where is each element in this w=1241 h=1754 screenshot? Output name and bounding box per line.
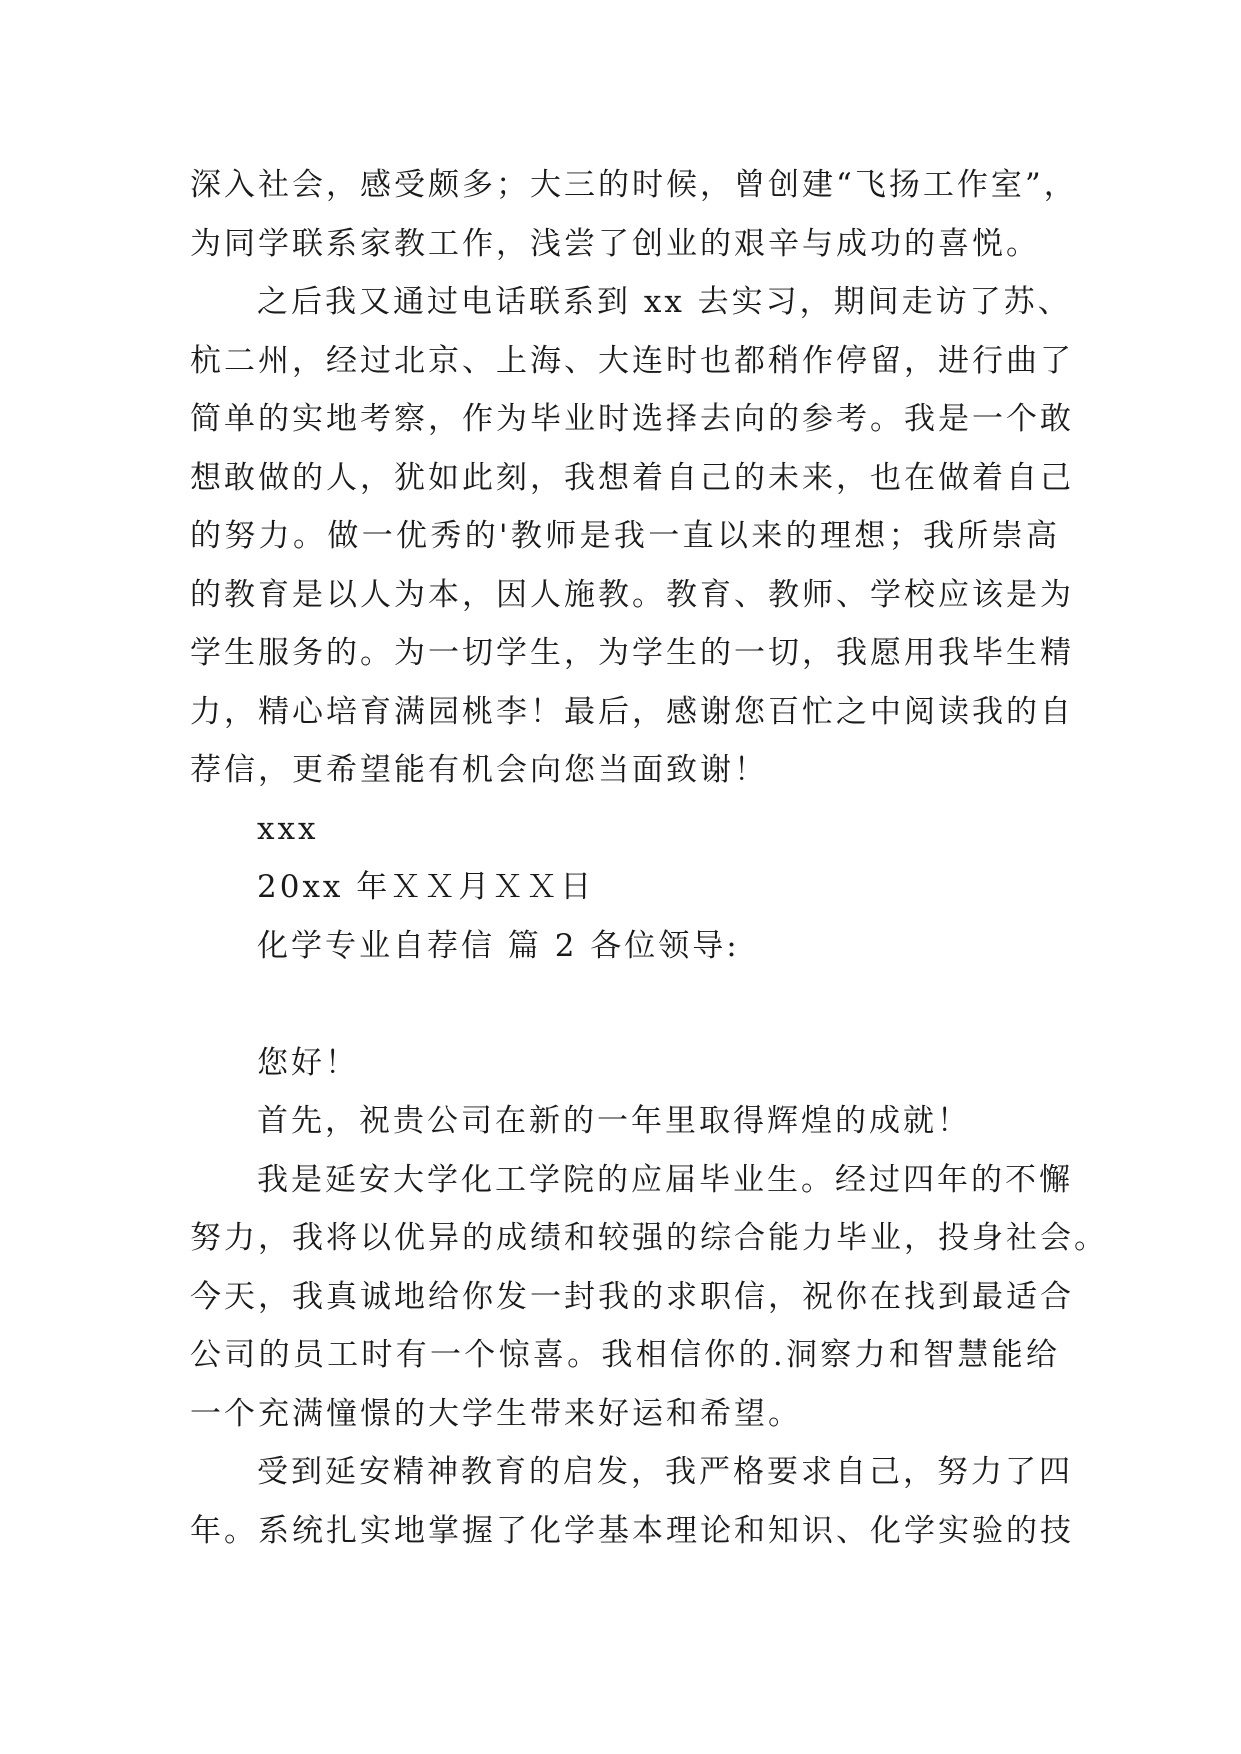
text-line: 力，精心培育满园桃李！最后，感谢您百忙之中阅读我的自 (190, 693, 1074, 730)
text-line: 年。系统扎实地掌握了化学基本理论和知识、化学实验的技 (190, 1512, 1074, 1549)
text-line: 一个充满憧憬的大学生带来好运和希望。 (190, 1395, 802, 1432)
paragraph-1 (190, 156, 1078, 273)
greeting: 您好！ (257, 1044, 359, 1081)
paragraph-2 (190, 273, 1074, 800)
date: 20xx 年ＸＸ月ＸＸ日 (257, 869, 595, 905)
text-line: 的教育是以人为本，因人施教。教育、教师、学校应该是为 (190, 576, 1074, 613)
paragraph-4 (190, 1443, 1074, 1560)
text-line: 我是延安大学化工学院的应届毕业生。经过四年的不懈 (257, 1161, 1073, 1198)
text-line: 为同学联系家教工作，浅尝了创业的艰辛与成功的喜悦。 (190, 225, 1040, 262)
text-line: 学生服务的。为一切学生，为学生的一切，我愿用我毕生精 (190, 635, 1074, 671)
letter-2-heading: 化学专业自荐信 篇 2 各位领导: (257, 927, 740, 964)
blank-line (190, 975, 1060, 1034)
text-line: 受到延安精神教育的启发，我严格要求自己，努力了四 (257, 1454, 1073, 1490)
text-line: 今天，我真诚地给你发一封我的求职信，祝你在找到最适合 (190, 1278, 1074, 1315)
text-line: 的努力。做一优秀的'教师是我一直以来的理想；我所崇高 (190, 518, 1060, 554)
text-line: 之后我又通过电话联系到 xx 去实习，期间走访了苏、 (257, 284, 1072, 320)
text-line: 公司的员工时有一个惊喜。我相信你的.洞察力和智慧能给 (190, 1337, 1060, 1373)
text-line: 想敢做的人，犹如此刻，我想着自己的未来，也在做着自己 (190, 459, 1074, 496)
wish: 首先，祝贵公司在新的一年里取得辉煌的成就！ (257, 1103, 971, 1139)
paragraph-3 (190, 1151, 1108, 1444)
text-line: 杭二州，经过北京、上海、大连时也都稍作停留，进行曲了 (190, 342, 1074, 379)
text-line: 深入社会，感受颇多；大三的时候，曾创建“飞扬工作室”， (190, 167, 1078, 203)
text-line: 努力，我将以优异的成绩和较强的综合能力毕业，投身社会。 (190, 1220, 1108, 1256)
document-body (190, 156, 1108, 1560)
text-line: 简单的实地考察，作为毕业时选择去向的参考。我是一个敢 (190, 401, 1074, 437)
text-line: 荐信，更希望能有机会向您当面致谢！ (190, 752, 768, 788)
signature: xxx (257, 810, 319, 847)
